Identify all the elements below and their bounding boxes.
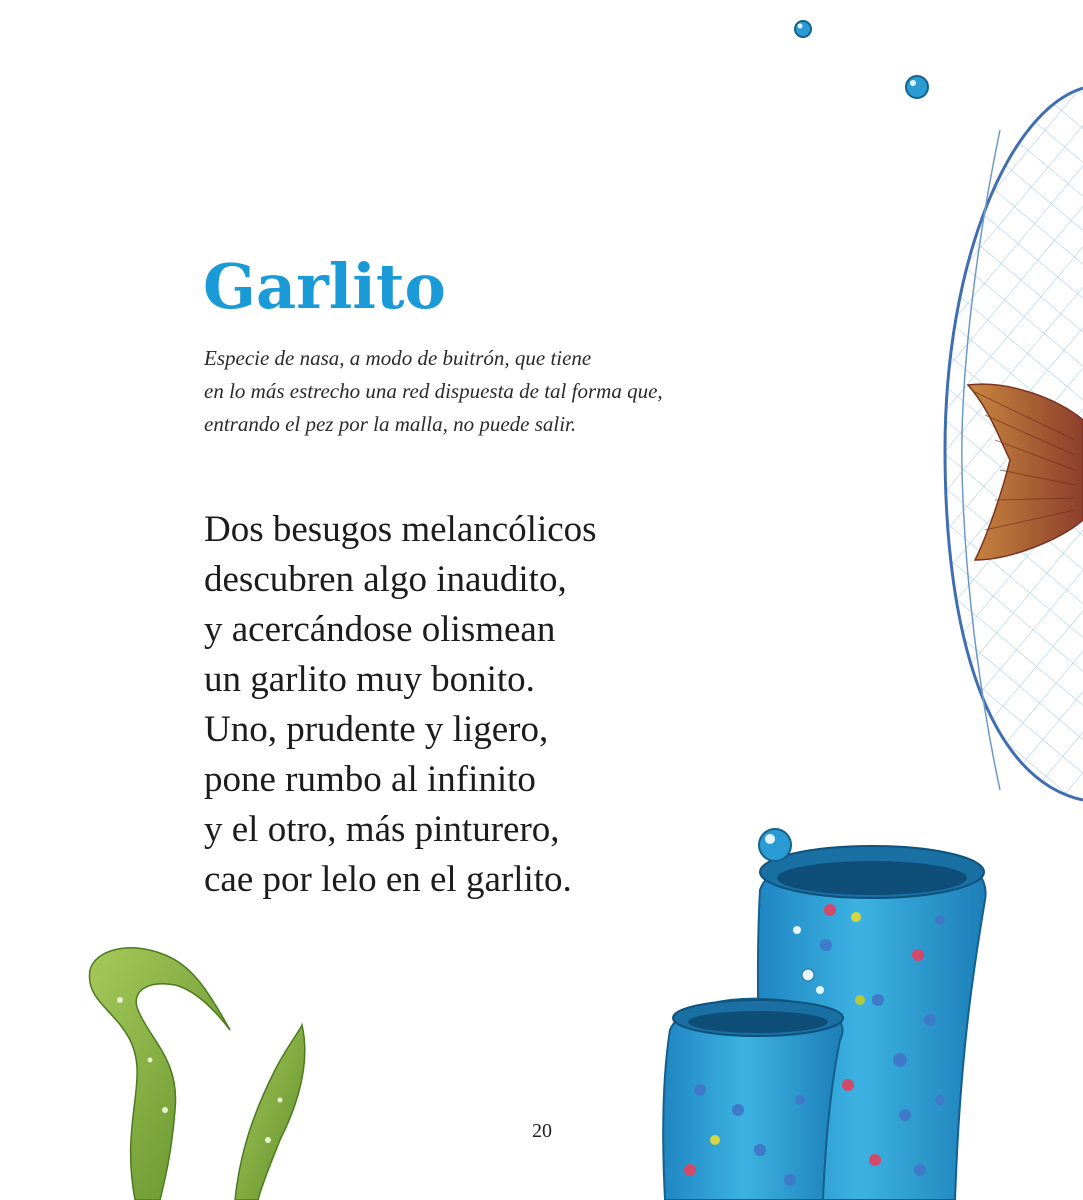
poem-line: Uno, prudente y ligero,: [204, 709, 549, 750]
poem: [204, 505, 597, 905]
sea-sponge-icon: [663, 829, 985, 1200]
poem-line: un garlito muy bonito.: [204, 659, 535, 700]
poem-line: descubren algo inaudito,: [204, 559, 567, 600]
page-number: 20: [532, 1120, 552, 1142]
seaweed-icon: [89, 948, 304, 1200]
poem-line: pone rumbo al infinito: [204, 759, 536, 800]
poem-line: y el otro, más pinturero,: [204, 809, 560, 850]
definition-line: en lo más estrecho una red dispuesta de tal forma que,: [204, 379, 663, 403]
definition-line: entrando el pez por la malla, no puede salir.: [204, 412, 577, 436]
poem-line: Dos besugos melancólicos: [204, 509, 597, 550]
definition-text: [204, 342, 804, 441]
page-title: Garlito: [203, 250, 446, 323]
fishing-net-icon: [930, 80, 1083, 820]
definition-line: Especie de nasa, a modo de buitrón, que tiene: [204, 346, 592, 370]
poem-line: y acercándose olismean: [204, 609, 556, 650]
poem-line: cae por lelo en el garlito.: [204, 859, 572, 900]
bubbles: [795, 21, 928, 98]
